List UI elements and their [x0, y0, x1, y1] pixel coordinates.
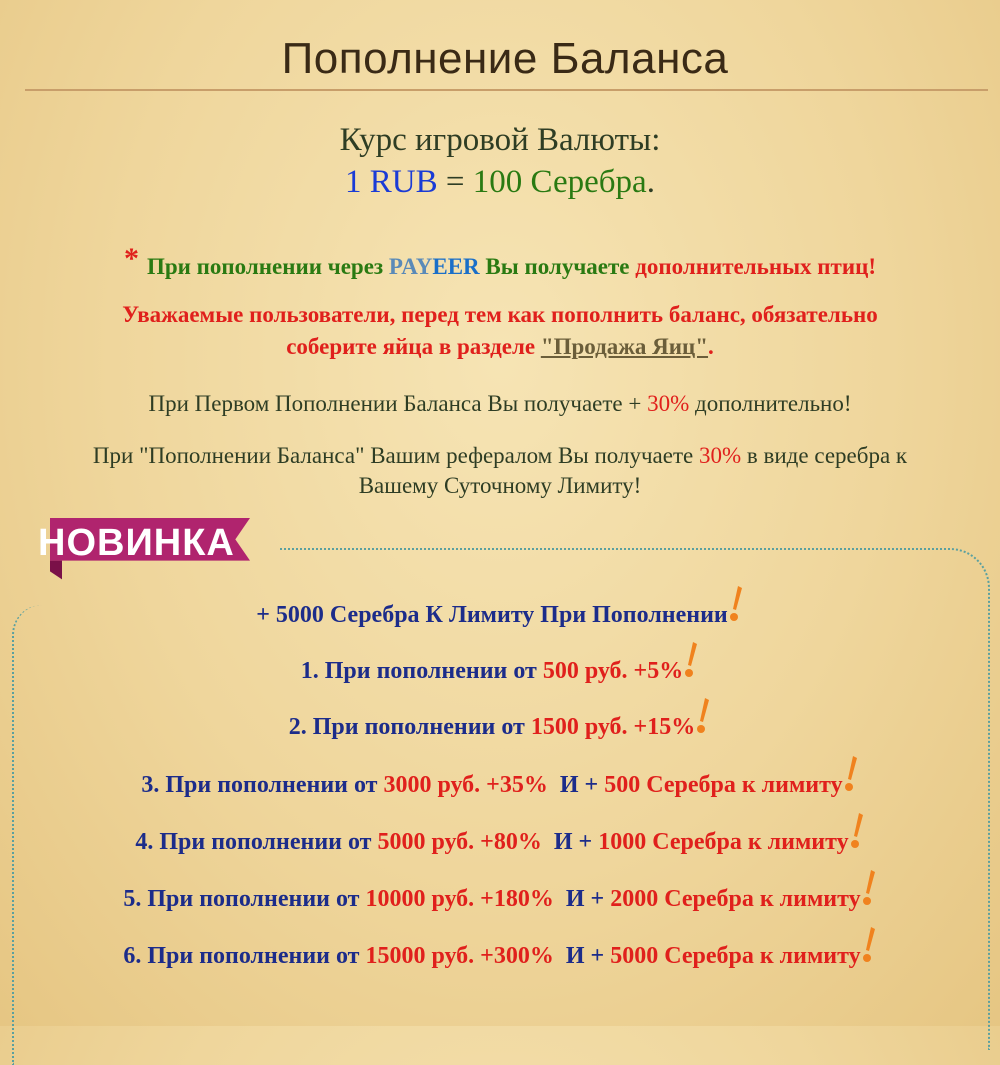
bonus-tier-extra: 1000 Серебра к лимиту: [598, 829, 849, 855]
exclamation-icon: [843, 766, 859, 794]
bonus-tier-label: 6. При пополнении от: [123, 943, 366, 969]
exclamation-icon: [849, 823, 865, 851]
asterisk-icon: *: [123, 242, 139, 275]
page-title: Пополнение Баланса: [281, 34, 729, 83]
rate-silver: 100 Серебра: [472, 164, 647, 200]
warning-prefix: соберите яйца в разделе: [286, 334, 541, 359]
bonus-tier-amount: 10000 руб. +180%: [365, 886, 554, 912]
bonus-tier-and: И +: [553, 943, 611, 969]
referral-percent: 30%: [698, 443, 742, 468]
bonus-tier-label: 3. При пополнении от: [141, 772, 384, 798]
bonus-row: [0, 823, 1000, 856]
first-deposit-suffix: дополнительно!: [689, 391, 852, 416]
payeer-middle: Вы получаете: [479, 254, 636, 279]
first-deposit-percent: 30%: [647, 391, 690, 416]
egg-sale-link[interactable]: "Продажа Яиц": [540, 334, 709, 359]
payeer-logo-eer: EER: [432, 254, 480, 279]
bonus-tier-and: И +: [541, 829, 599, 855]
bonus-row: [0, 937, 1000, 970]
exclamation-icon: [683, 652, 699, 680]
bonus-tier-amount: 5000 руб. +80%: [377, 829, 542, 855]
bonus-header: [0, 596, 1000, 629]
currency-rate-label: Курс игровой Валюты:: [339, 122, 661, 158]
payeer-prefix: При пополнении через: [146, 254, 389, 279]
bonus-row: [0, 708, 1000, 741]
bonus-tier-amount: 3000 руб. +35%: [383, 772, 548, 798]
bonus-header-text: + 5000 Серебра К Лимиту При Пополнении: [256, 602, 728, 628]
bonus-tier-extra: 2000 Серебра к лимиту: [610, 886, 861, 912]
bonus-tier-label: 5. При пополнении от: [123, 886, 366, 912]
referral-prefix: При "Пополнении Баланса" Вашим рефералом Вы получаете: [92, 443, 699, 468]
bonus-tier-label: 1. При пополнении от: [300, 658, 543, 684]
bonus-tier-extra: 500 Серебра к лимиту: [604, 772, 843, 798]
currency-rate-value: [0, 164, 1000, 201]
payeer-note: [0, 242, 1000, 280]
payeer-highlight: дополнительных птиц!: [635, 254, 877, 279]
referral-suffix: в виде серебра к: [741, 443, 908, 468]
bonus-tier-and: И +: [553, 886, 611, 912]
exclamation-icon: [861, 937, 877, 965]
rate-equals: =: [437, 164, 473, 200]
bonus-tier-extra: 5000 Серебра к лимиту: [610, 943, 861, 969]
exclamation-icon: [695, 708, 711, 736]
bonus-tier-and: И +: [547, 772, 605, 798]
bonus-row: [0, 880, 1000, 913]
warning-line-2: [0, 334, 1000, 360]
first-deposit-note: [0, 391, 1000, 417]
bonus-row: [0, 766, 1000, 799]
rate-rub: 1 RUB: [345, 164, 438, 200]
payeer-logo-pay: PAY: [388, 254, 433, 279]
referral-note-line-2: Вашему Суточному Лимиту!: [358, 473, 642, 498]
title-divider: [25, 89, 988, 91]
exclamation-icon: [728, 596, 744, 624]
bonus-row: [0, 652, 1000, 685]
warning-suffix: .: [708, 334, 714, 359]
first-deposit-prefix: При Первом Пополнении Баланса Вы получаете +: [148, 391, 648, 416]
bonus-tier-label: 4. При пополнении от: [135, 829, 378, 855]
warning-line-1: Уважаемые пользователи, перед тем как пополнить баланс, обязательно: [122, 302, 878, 327]
bonus-tier-amount: 1500 руб. +15%: [530, 714, 696, 740]
new-banner-label: НОВИНКА: [38, 522, 235, 564]
bonus-tier-label: 2. При пополнении от: [288, 714, 531, 740]
exclamation-icon: [861, 880, 877, 908]
bonus-tier-amount: 15000 руб. +300%: [365, 943, 554, 969]
referral-note-line-1: [0, 443, 1000, 469]
bonus-tier-amount: 500 руб. +5%: [542, 658, 684, 684]
rate-dot: .: [646, 164, 655, 200]
